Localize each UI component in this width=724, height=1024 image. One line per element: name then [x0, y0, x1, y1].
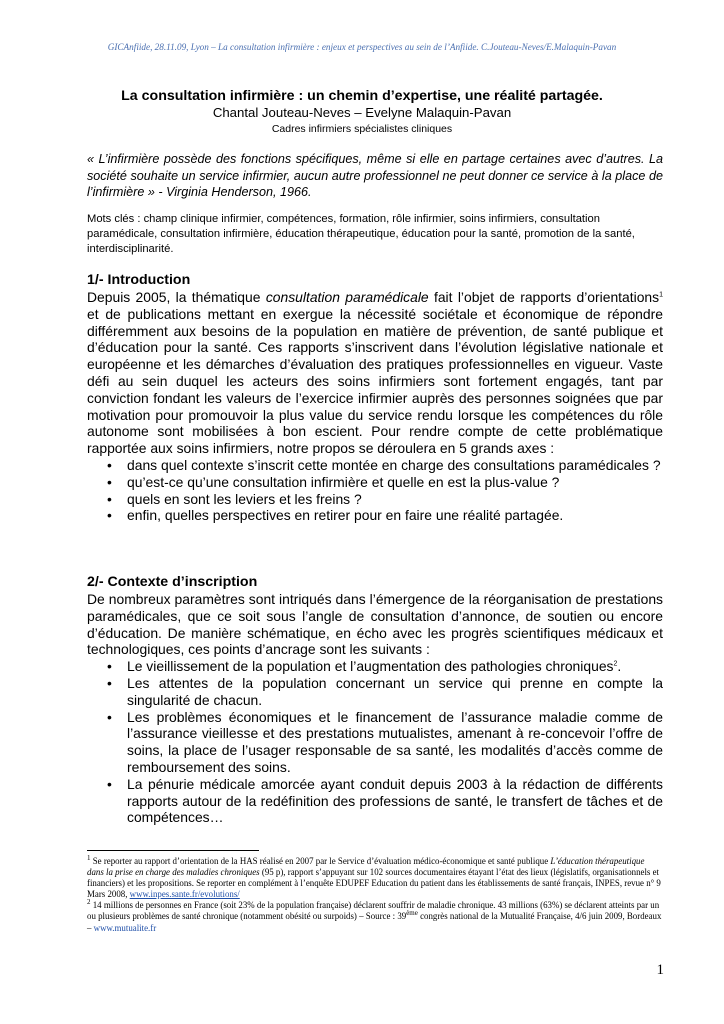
- list-item: [87, 474, 663, 491]
- list-item: [87, 507, 663, 524]
- list-item-text: Les problèmes économiques et le financement de l’assurance maladie comme de l’assurance vieillesse et des prestations mutualistes, amenant à re-concevoir l’offre de soins, la place de l’usager responsable de sa santé, les modalités d’accès comme de remboursement des soins.: [127, 708, 663, 775]
- list-item: [87, 457, 663, 474]
- list-item-text: quels en sont les leviers et les freins ?: [127, 490, 362, 507]
- list-item-text: La pénurie médicale amorcée ayant conduit depuis 2003 à la rédaction de différents rapports autour de la redéfinition des professions de santé, le transfert de tâches et de compétences…: [127, 775, 663, 826]
- epigraph-quote: « L’infirmière possède des fonctions spécifiques, même si elle en partage certaines avec d’autres. La société souhaite un service infirmier, aucun autre professionnel ne peut donner ce service à la place de l’infirmière » - Virginia Henderson, 1966.: [87, 152, 663, 199]
- section-heading: 1/- Introduction: [87, 272, 191, 288]
- text-run: fait l’objet de rapports d’orientations: [428, 289, 660, 305]
- footnote-ref[interactable]: 2: [613, 660, 618, 668]
- document-title: La consultation infirmière : un chemin d’expertise, une réalité partagée.: [121, 88, 603, 104]
- bullet-icon: •: [107, 674, 112, 691]
- section-paragraph: [87, 289, 663, 457]
- bullet-icon: •: [107, 775, 112, 792]
- list-item: [87, 709, 663, 776]
- list-item-text: enfin, quelles perspectives en retirer pour en faire une réalité partagée.: [127, 507, 564, 524]
- italic-term: consultation paramédicale: [265, 289, 429, 305]
- bullet-list: [87, 457, 663, 524]
- list-item-text: qu’est-ce qu’une consultation infirmière et quelle en est la plus-value ?: [127, 473, 560, 490]
- bullet-icon: •: [107, 490, 112, 507]
- footnotes: [87, 856, 663, 934]
- section-introduction: [87, 272, 663, 524]
- list-item-text: Les attentes de la population concernant un service qui prenne en compte la singularité de chacun.: [127, 674, 663, 708]
- section-contexte: [87, 574, 663, 826]
- footnote-ref[interactable]: 1: [659, 291, 663, 299]
- footnote-number: 1: [87, 854, 91, 863]
- footnote-link-inpes[interactable]: www.inpes.sante.fr/evolutions/: [129, 889, 240, 900]
- footnote-text: Se reporter au rapport d’orientation de la HAS réalisé en 2007 par le Service d’évaluation médico-économique et santé publique: [90, 856, 551, 866]
- footnote-text: 14 millions de personnes en France (soit 23% de la population française) déclarent souffrir de maladie chronique. 43 millions (63%) se déclarent atteints par un ou plusieurs problèmes de santé chronique (notamment obésité ou surpoids) – Source : 39: [87, 900, 660, 922]
- bullet-icon: •: [107, 658, 112, 675]
- ordinal-suffix: ème: [406, 909, 418, 918]
- footnote-1: [87, 856, 663, 900]
- footnote-number: 2: [87, 898, 91, 907]
- footnote-italic: L’éducation thérapeutique dans la prise en charge des maladies chroniques: [87, 856, 645, 878]
- list-item: [87, 491, 663, 508]
- bullet-icon: •: [107, 456, 112, 473]
- list-item-text: Le vieillissement de la population et l’augmentation des pathologies chroniques: [127, 658, 614, 675]
- bullet-icon: •: [107, 708, 112, 725]
- list-item-text: dans quel contexte s’inscrit cette montée en charge des consultations paramédicales ?: [127, 456, 661, 473]
- footnote-text: (95 p), rapport s’appuyant sur 102 sources documentaires étayant l’état des lieux (législatifs, organisationnels et financiers) et les propositions. Se reporter en complément à l’enquête EDUPEF Education du patient dans les établissements de santé français, INPES, revue n° 9 Mars 2008,: [87, 867, 661, 900]
- list-item: [87, 776, 663, 826]
- running-header: GICAnfiide, 28.11.09, Lyon – La consultation infirmière : enjeux et perspectives au sein de l’Anfiide. C.Jouteau-Neves/E.Malaquin-Pavan: [107, 42, 617, 52]
- authors: Chantal Jouteau-Neves – Evelyne Malaquin-Pavan: [212, 105, 512, 120]
- author-role: Cadres infirmiers spécialistes cliniques: [271, 123, 453, 135]
- page-number: 1: [656, 962, 664, 978]
- title-block: [60, 88, 664, 136]
- footnote-text: congrès national de la Mutualité Française, 4/6 juin 2009, Bordeaux –: [87, 911, 662, 933]
- list-item: [87, 675, 663, 709]
- footnote-2: [87, 900, 663, 933]
- bullet-list: [87, 658, 663, 826]
- text-run: Depuis 2005, la thématique: [87, 289, 266, 305]
- section-paragraph: De nombreux paramètres sont intriqués dans l’émergence de la réorganisation de prestations paramédicales, que ce soit sous l’angle de consultation d’annonce, de soutien ou encore d’éducation. De manière schématique, en écho avec les progrès scientifiques médicaux et technologiques, ces points d’ancrage sont les suivants :: [87, 591, 663, 658]
- text-run: .: [617, 658, 622, 675]
- bullet-icon: •: [107, 473, 112, 490]
- list-item: [87, 658, 663, 675]
- text-run: et de publications mettant en exergue la nécessité sociétale et économique de répondre différemment aux besoins de la population en matière de prévention, de santé publique et d’éducation pour la santé. Ces rapports s’inscrivent dans l’évolution législative nationale et européenne et les démarches d’évaluation des pratiques professionnelles en vigueur. Vaste défi au sein duquel les acteurs des soins infirmiers sont fortement engagés, tant par conviction fondant les valeurs de l’exercice infirmier auprès des personnes soignées que par motivation pour promouvoir la plus value du service rendu lorsque les compétences du rôle autonome sont mobilisées à bon escient. Pour rendre compte de cette problématique rapportée aux soins infirmiers, notre propos se déroulera en 5 grands axes :: [87, 305, 663, 457]
- footnote-divider: [87, 850, 259, 851]
- section-heading: 2/- Contexte d’inscription: [87, 574, 258, 590]
- bullet-icon: •: [107, 507, 112, 524]
- footnote-link-mutualite[interactable]: www.mutualite.fr: [93, 922, 157, 933]
- keywords: Mots clés : champ clinique infirmier, compétences, formation, rôle infirmier, soins infirmiers, consultation paramédicale, consultation infirmière, éducation thérapeutique, éducation pour la santé, promotion de la santé, interdisciplinarité.: [87, 213, 635, 255]
